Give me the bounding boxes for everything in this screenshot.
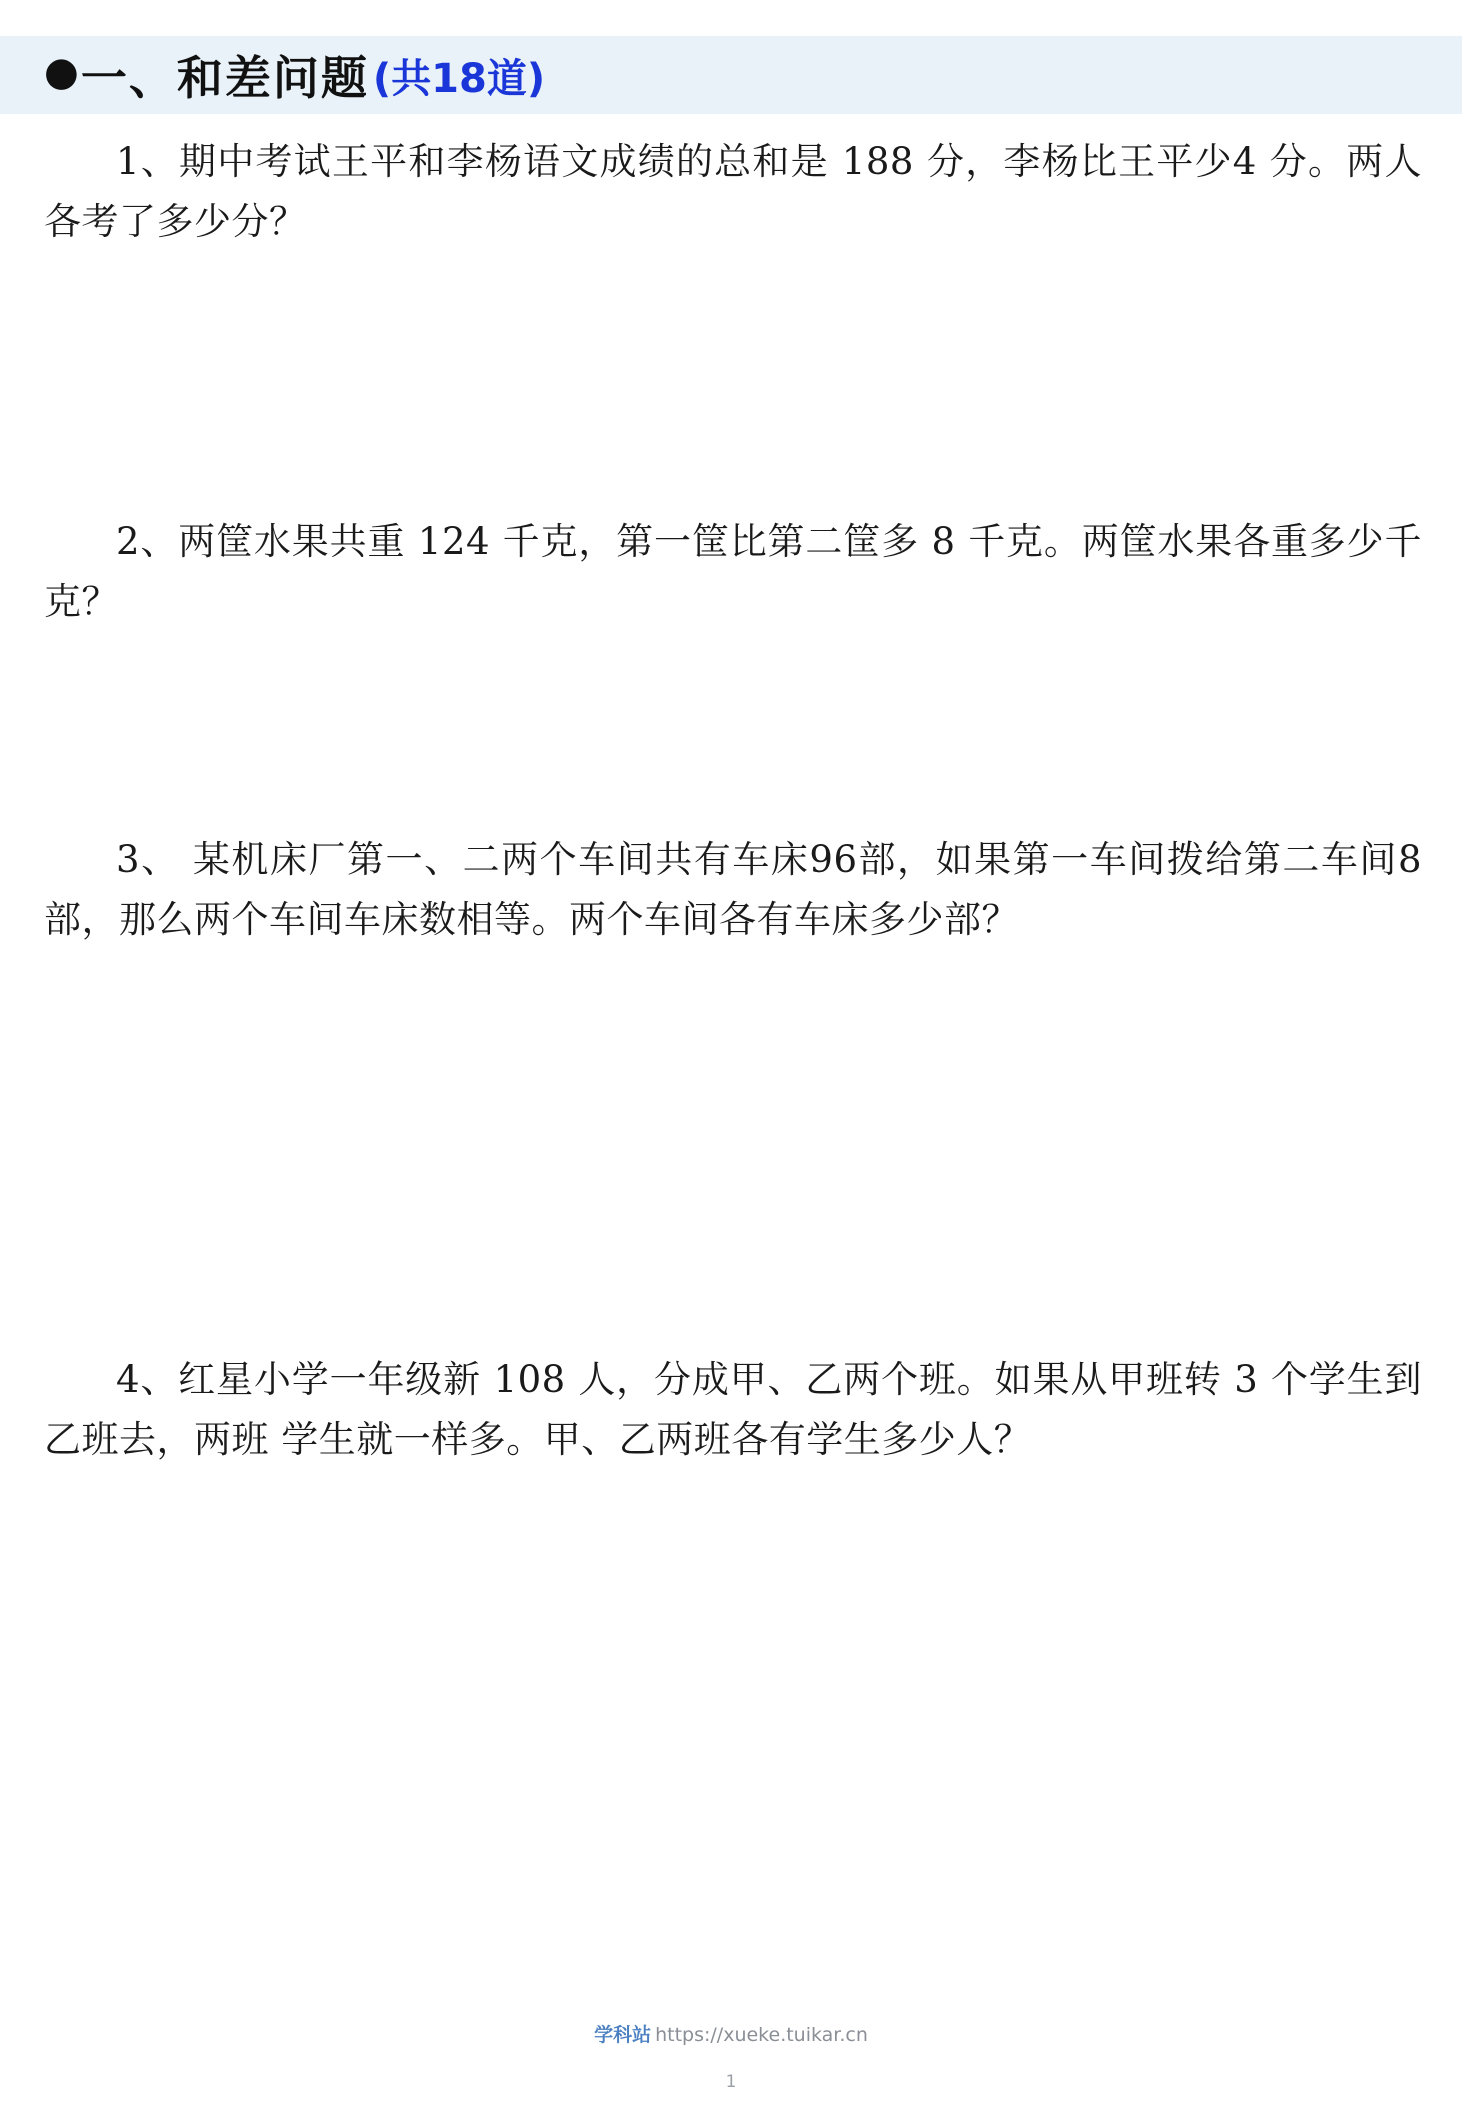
problem-number: 3、: [116, 838, 180, 881]
problem-number: 2、: [116, 520, 179, 563]
problem-item: [44, 512, 1422, 632]
problem-item: [44, 830, 1422, 950]
problem-text: 某机床厂第一、二两个车间共有车床96部，如果第一车间拨给第二车间8部，那么两个车间车床数相等。两个车间各有车床多少部？: [44, 838, 1422, 941]
site-url: https://xueke.tuikar.cn: [655, 2024, 868, 2046]
footer-watermark: [0, 2020, 1462, 2047]
problem-text: 期中考试王平和李杨语文成绩的总和是 188 分，李杨比王平少4 分。两人各考了多少分？: [44, 140, 1422, 243]
problem-item: [44, 132, 1422, 252]
problem-number: 1、: [116, 140, 179, 183]
section-header: [0, 36, 1462, 114]
site-badge: 学科站: [594, 2024, 652, 2046]
problem-text: 红星小学一年级新 108 人，分成甲、乙两个班。如果从甲班转 3 个学生到乙班去，两班 学生就一样多。甲、乙两班各有学生多少人？: [44, 1358, 1422, 1461]
bullet-icon: ●: [44, 49, 79, 95]
problem-item: [44, 1350, 1422, 1470]
problem-text: 两筐水果共重 124 千克，第一筐比第二筐多 8 千克。两筐水果各重多少千克？: [44, 520, 1422, 623]
problem-number: 4、: [116, 1358, 179, 1401]
section-title: 一、和差问题: [80, 51, 369, 105]
section-count-label: (共18道): [372, 55, 546, 102]
page-number: 1: [725, 2072, 737, 2092]
